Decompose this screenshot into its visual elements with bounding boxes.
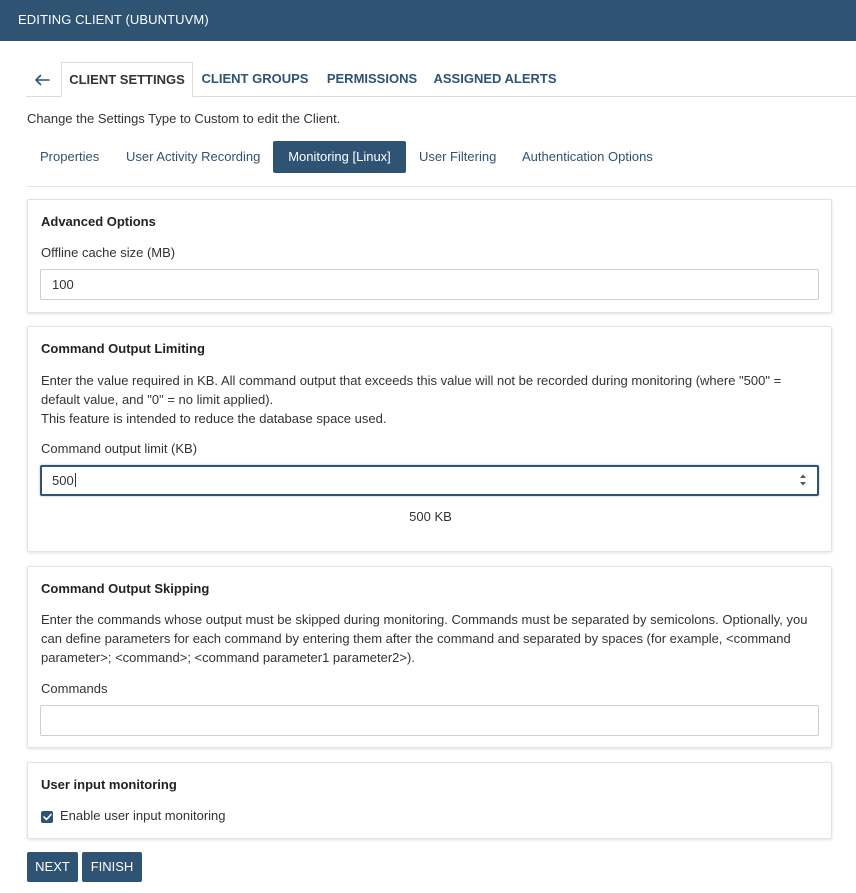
header-bar <box>0 0 856 41</box>
checkmark-icon <box>43 813 52 821</box>
subtab-monitoring-linux[interactable]: Monitoring [Linux] <box>273 141 406 173</box>
user-input-monitoring-title: User input monitoring <box>41 777 177 792</box>
arrow-left-icon <box>34 74 50 86</box>
advanced-options-card <box>27 199 832 313</box>
commands-label: Commands <box>41 681 108 696</box>
settings-type-notice: Change the Settings Type to Custom to edit the Client. <box>27 111 341 126</box>
settings-subtabs <box>27 141 856 187</box>
back-button[interactable] <box>26 62 58 97</box>
subtab-user-filtering[interactable]: User Filtering <box>419 149 497 164</box>
tab-client-groups[interactable]: CLIENT GROUPS <box>201 71 309 86</box>
page-title: EDITING CLIENT (UBUNTUVM) <box>18 12 209 27</box>
command-output-limiting-description: Enter the value required in KB. All command output that exceeds this value will not be recorded during monitoring (where "500" = default value, and "0" = no limit applied). <box>41 373 782 407</box>
offline-cache-label: Offline cache size (MB) <box>41 245 176 260</box>
command-output-skipping-title: Command Output Skipping <box>41 581 210 596</box>
command-output-limit-value: 500 <box>52 473 74 488</box>
tab-assigned-alerts[interactable]: ASSIGNED ALERTS <box>433 71 557 86</box>
tab-permissions[interactable]: PERMISSIONS <box>326 71 418 86</box>
enable-user-input-checkbox[interactable] <box>41 811 53 823</box>
command-output-skipping-description: Enter the commands whose output must be skipped during monitoring. Commands must be separated by semicolons. Optionally, you can define parameters for each command by entering them after the command and separated by spaces (for example, <command parameter>; <command>; <command parameter1 parameter2>). <box>41 612 808 665</box>
user-input-monitoring-card <box>27 762 832 839</box>
tab-client-settings[interactable]: CLIENT SETTINGS <box>61 62 193 97</box>
subtab-user-activity-recording[interactable]: User Activity Recording <box>126 149 261 164</box>
text-cursor <box>75 473 76 487</box>
command-output-limiting-card <box>27 326 832 552</box>
main-tabs <box>26 62 856 97</box>
advanced-options-title: Advanced Options <box>41 214 156 229</box>
commands-input[interactable] <box>40 705 819 736</box>
command-output-limit-input[interactable] <box>40 465 819 496</box>
offline-cache-value: 100 <box>52 277 74 292</box>
subtab-authentication-options[interactable]: Authentication Options <box>522 149 653 164</box>
finish-button[interactable]: FINISH <box>82 852 142 882</box>
command-output-skipping-card <box>27 566 832 748</box>
number-spinner-icon[interactable] <box>798 472 808 488</box>
command-output-limiting-note: This feature is intended to reduce the database space used. <box>41 411 387 426</box>
command-output-limiting-title: Command Output Limiting <box>41 341 205 356</box>
enable-user-input-label[interactable]: Enable user input monitoring <box>60 808 226 823</box>
command-output-limit-helper: 500 KB <box>409 509 452 524</box>
offline-cache-input[interactable] <box>40 269 819 300</box>
command-output-limit-label: Command output limit (KB) <box>41 441 198 456</box>
subtab-properties[interactable]: Properties <box>40 149 100 164</box>
next-button[interactable]: NEXT <box>27 852 78 882</box>
